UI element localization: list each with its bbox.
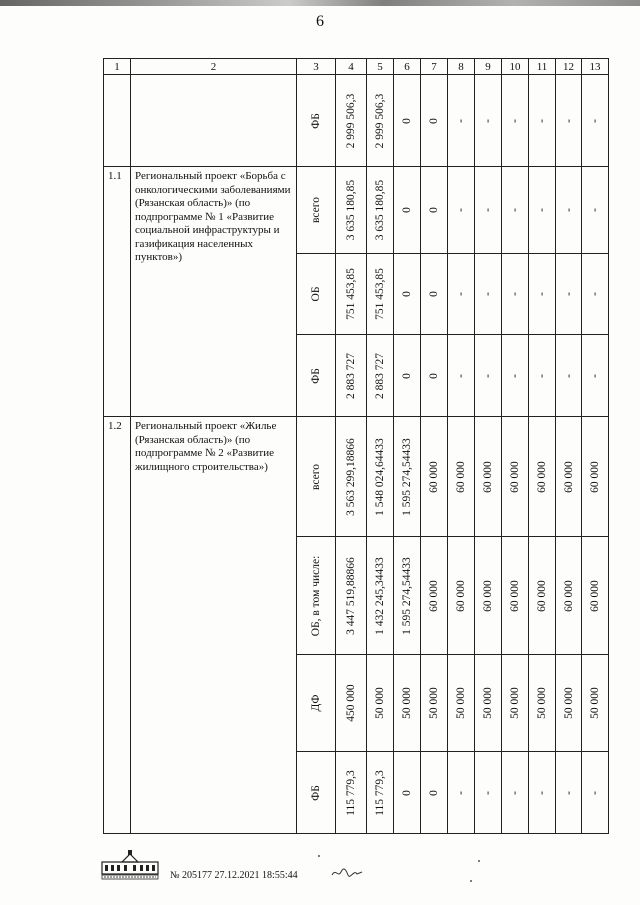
- page-number: 6: [316, 13, 324, 30]
- cell-text: -: [536, 118, 548, 123]
- value-cell: [529, 167, 556, 254]
- cell-text: 60 000: [428, 579, 440, 612]
- cell-text: 60 000: [589, 460, 601, 493]
- fund-cell: [297, 75, 336, 167]
- value-cell: [475, 537, 502, 655]
- value-cell: [556, 335, 582, 417]
- cell-text: 0: [401, 372, 413, 379]
- cell-text: 1 595 274,54433: [401, 437, 413, 516]
- value-cell: [529, 655, 556, 752]
- column-number: 2: [131, 59, 297, 75]
- cell-text: -: [536, 208, 548, 212]
- value-cell: [336, 752, 367, 834]
- cell-text: -: [509, 208, 521, 212]
- cell-text: ДФ: [310, 694, 322, 712]
- value-cell: [448, 167, 475, 254]
- cell-text: 3 635 180,85: [345, 179, 357, 241]
- footer: [100, 848, 520, 888]
- table-row: [104, 417, 609, 537]
- cell-text: 0: [428, 207, 440, 213]
- cell-text: 60 000: [562, 460, 575, 493]
- cell-text: 3 447 519,88866: [345, 556, 357, 635]
- cell-text: -: [455, 118, 467, 123]
- cell-text: 60 000: [536, 460, 548, 493]
- value-cell: [556, 655, 582, 752]
- value-cell: [475, 417, 502, 537]
- value-cell: [529, 335, 556, 417]
- cell-text: -: [482, 292, 494, 296]
- value-cell: [367, 335, 394, 417]
- cell-text: 50 000: [589, 687, 601, 719]
- cell-text: 50 000: [482, 687, 494, 719]
- value-cell: [394, 655, 421, 752]
- value-cell: [394, 75, 421, 167]
- value-cell: [421, 335, 448, 417]
- fund-cell: [297, 417, 336, 537]
- cell-text: ОБ, в том числе:: [310, 555, 322, 636]
- fund-cell: [297, 254, 336, 335]
- value-cell: [582, 655, 609, 752]
- value-cell: [582, 75, 609, 167]
- section-title: Региональный проект «Борьба с онкологическими заболеваниями (Рязанская область)» (по подпрограмме № 1 «Развитие социальной инфраструктуры и газификация населенных пунктов»): [131, 167, 297, 417]
- cell-text: 50 000: [536, 687, 548, 719]
- column-number: 11: [529, 59, 556, 75]
- cell-text: 50 000: [401, 687, 413, 719]
- value-cell: [448, 335, 475, 417]
- column-number: 12: [556, 59, 582, 75]
- cell-text: -: [455, 373, 467, 378]
- cell-text: 1 595 274,54433: [401, 556, 413, 635]
- cell-text: -: [509, 118, 521, 123]
- cell-text: 60 000: [455, 579, 467, 612]
- section-title: Региональный проект «Жилье (Рязанская область)» (по подпрограмме № 2 «Развитие жилищного строительства»): [131, 417, 297, 834]
- value-cell: [394, 254, 421, 335]
- cell-text: 50 000: [509, 687, 521, 719]
- value-cell: [502, 752, 529, 834]
- cell-text: -: [589, 292, 601, 296]
- cell-text: всего: [310, 197, 322, 223]
- cell-text: -: [589, 790, 601, 795]
- cell-text: -: [482, 373, 494, 378]
- cell-text: -: [482, 790, 494, 795]
- value-cell: [448, 75, 475, 167]
- value-cell: [336, 75, 367, 167]
- cell-text: 60 000: [509, 460, 521, 493]
- cell-text: 2 883 727: [345, 352, 357, 399]
- cell-text: -: [509, 373, 521, 378]
- cell-text: -: [455, 292, 467, 296]
- cell-text: ФБ: [310, 367, 322, 384]
- cell-text: -: [589, 118, 601, 123]
- value-cell: [394, 752, 421, 834]
- cell-text: 60 000: [482, 579, 494, 612]
- value-cell: [502, 335, 529, 417]
- cell-text: 751 453,85: [374, 268, 386, 320]
- value-cell: [367, 167, 394, 254]
- cell-text: ФБ: [310, 784, 322, 801]
- column-number: 1: [104, 59, 131, 75]
- value-cell: [502, 254, 529, 335]
- fund-cell: [297, 752, 336, 834]
- column-number: 3: [297, 59, 336, 75]
- cell-text: 60 000: [509, 579, 521, 612]
- value-cell: [421, 75, 448, 167]
- section-number: 1.2: [104, 417, 131, 834]
- value-cell: [421, 655, 448, 752]
- cell-text: 0: [428, 789, 440, 796]
- signature-scribble-icon: [330, 866, 364, 880]
- column-number: 7: [421, 59, 448, 75]
- value-cell: [336, 417, 367, 537]
- cell-text: 0: [401, 789, 413, 796]
- cell-text: -: [455, 790, 467, 795]
- value-cell: [582, 254, 609, 335]
- value-cell: [475, 75, 502, 167]
- table-row: [104, 167, 609, 254]
- cell-text: -: [589, 208, 601, 212]
- value-cell: [529, 537, 556, 655]
- value-cell: [448, 752, 475, 834]
- fund-cell: [297, 167, 336, 254]
- scan-edge: [0, 0, 640, 6]
- value-cell: [475, 167, 502, 254]
- cell-text: -: [562, 373, 575, 378]
- cell-text: 50 000: [374, 687, 386, 719]
- cell-text: 60 000: [482, 460, 494, 493]
- value-cell: [394, 167, 421, 254]
- value-cell: [502, 417, 529, 537]
- cell-text: 60 000: [562, 579, 575, 612]
- scan-speck: [478, 860, 480, 862]
- value-cell: [394, 537, 421, 655]
- cell-text: всего: [310, 463, 322, 490]
- value-cell: [394, 417, 421, 537]
- fund-cell: [297, 655, 336, 752]
- cell-text: ФБ: [310, 112, 322, 129]
- cell-text: -: [509, 790, 521, 795]
- value-cell: [582, 167, 609, 254]
- value-cell: [502, 75, 529, 167]
- cell-text: 2 999 506,3: [345, 93, 357, 148]
- value-cell: [529, 417, 556, 537]
- column-number: 5: [367, 59, 394, 75]
- value-cell: [421, 167, 448, 254]
- value-cell: [421, 537, 448, 655]
- value-cell: [475, 335, 502, 417]
- value-cell: [502, 167, 529, 254]
- value-cell: [367, 752, 394, 834]
- cell-text: -: [536, 790, 548, 795]
- value-cell: [529, 254, 556, 335]
- cell-text: -: [562, 790, 575, 795]
- cell-text: 0: [401, 207, 413, 213]
- cell-text: -: [536, 292, 548, 296]
- cell-text: -: [562, 118, 575, 123]
- cell-text: -: [509, 292, 521, 296]
- cell-text: 2 883 727: [374, 352, 386, 399]
- value-cell: [582, 752, 609, 834]
- value-cell: [556, 167, 582, 254]
- column-number: 6: [394, 59, 421, 75]
- value-cell: [336, 537, 367, 655]
- value-cell: [367, 537, 394, 655]
- value-cell: [529, 75, 556, 167]
- header-row: [104, 59, 609, 75]
- cell-text: -: [482, 118, 494, 123]
- value-cell: [556, 537, 582, 655]
- cell-text: 0: [401, 291, 413, 297]
- value-cell: [475, 254, 502, 335]
- value-cell: [421, 417, 448, 537]
- section-title-cell: [131, 75, 297, 167]
- value-cell: [336, 655, 367, 752]
- cell-text: -: [536, 373, 548, 378]
- cell-text: -: [589, 373, 601, 378]
- value-cell: [556, 254, 582, 335]
- cell-text: 50 000: [455, 687, 467, 719]
- value-cell: [448, 537, 475, 655]
- document-stamp: № 205177 27.12.2021 18:55:44: [170, 870, 298, 881]
- cell-text: 50 000: [562, 687, 575, 719]
- cell-text: 50 000: [428, 687, 440, 719]
- value-cell: [475, 655, 502, 752]
- cell-text: 3 563 299,18866: [345, 437, 357, 516]
- cell-text: -: [482, 208, 494, 212]
- value-cell: [502, 537, 529, 655]
- value-cell: [556, 752, 582, 834]
- column-number: 4: [336, 59, 367, 75]
- cell-text: 0: [428, 117, 440, 124]
- value-cell: [582, 537, 609, 655]
- cell-text: -: [455, 208, 467, 212]
- value-cell: [394, 335, 421, 417]
- fund-cell: [297, 335, 336, 417]
- value-cell: [421, 752, 448, 834]
- cell-text: -: [562, 292, 575, 296]
- column-number: 9: [475, 59, 502, 75]
- value-cell: [367, 75, 394, 167]
- cell-text: 2 999 506,3: [374, 93, 386, 148]
- cell-text: 60 000: [536, 579, 548, 612]
- value-cell: [336, 167, 367, 254]
- cell-text: 0: [401, 117, 413, 124]
- section-number-cell: [104, 75, 131, 167]
- value-cell: [556, 75, 582, 167]
- value-cell: [448, 417, 475, 537]
- cell-text: 1 548 024,64433: [374, 437, 386, 516]
- cell-text: -: [562, 208, 575, 212]
- value-cell: [367, 254, 394, 335]
- scan-speck: [318, 855, 320, 857]
- cell-text: 60 000: [589, 579, 601, 612]
- cell-text: 115 779,3: [374, 769, 386, 816]
- cell-text: 60 000: [428, 460, 440, 493]
- column-number: 10: [502, 59, 529, 75]
- value-cell: [529, 752, 556, 834]
- cell-text: 0: [428, 372, 440, 379]
- section-number: 1.1: [104, 167, 131, 417]
- cell-text: 3 635 180,85: [374, 179, 386, 241]
- cell-text: 1 432 245,34433: [374, 556, 386, 635]
- cell-text: 115 779,3: [345, 769, 357, 816]
- value-cell: [367, 655, 394, 752]
- cell-text: 450 000: [345, 684, 357, 722]
- cell-text: 751 453,85: [345, 268, 357, 320]
- value-cell: [556, 417, 582, 537]
- fund-cell: [297, 537, 336, 655]
- value-cell: [367, 417, 394, 537]
- cell-text: 60 000: [455, 460, 467, 493]
- value-cell: [502, 655, 529, 752]
- building-logo-icon: [100, 848, 160, 882]
- cell-text: 0: [428, 291, 440, 297]
- value-cell: [421, 254, 448, 335]
- value-cell: [336, 254, 367, 335]
- column-number: 8: [448, 59, 475, 75]
- value-cell: [582, 335, 609, 417]
- value-cell: [448, 655, 475, 752]
- value-cell: [582, 417, 609, 537]
- budget-table: [103, 58, 609, 834]
- scan-speck: [470, 880, 472, 882]
- value-cell: [336, 335, 367, 417]
- value-cell: [448, 254, 475, 335]
- column-number: 13: [582, 59, 609, 75]
- value-cell: [475, 752, 502, 834]
- table-row: [104, 75, 609, 167]
- cell-text: ОБ: [310, 286, 322, 302]
